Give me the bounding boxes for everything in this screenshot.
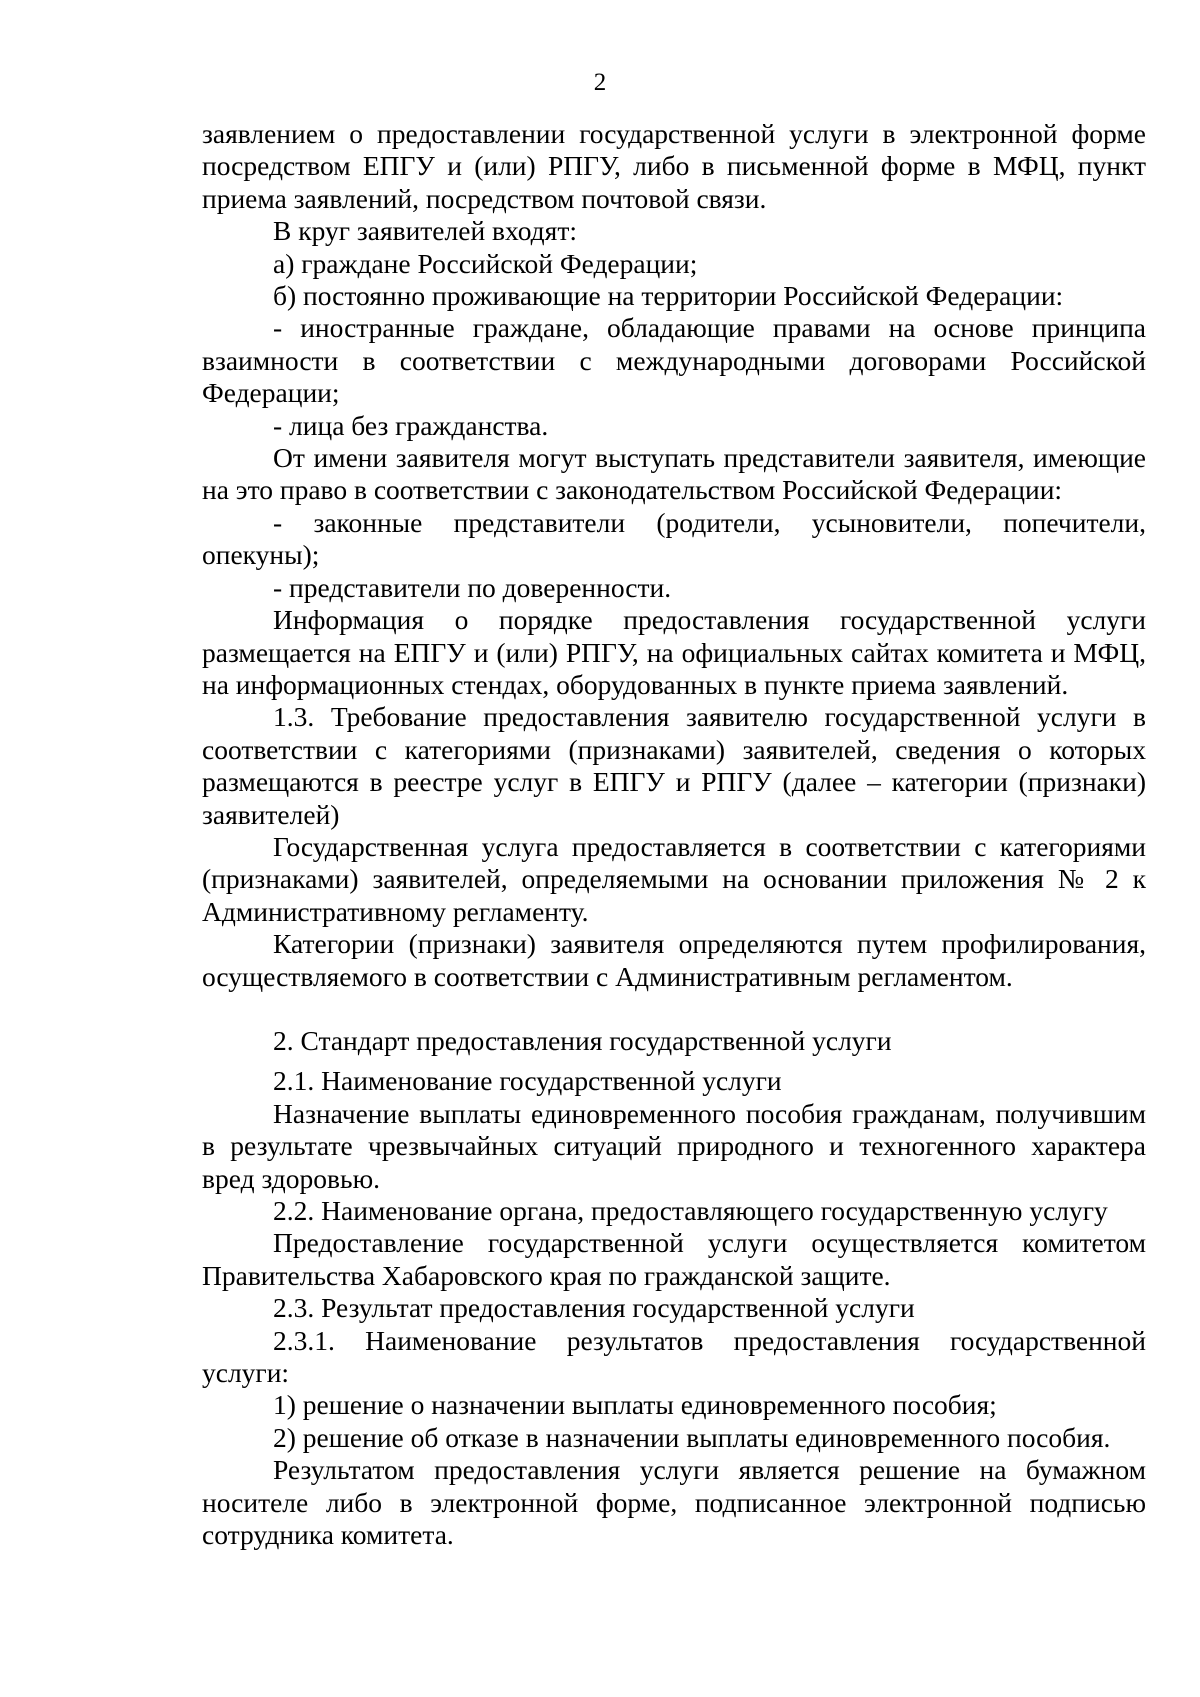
paragraph-applicants-intro: В круг заявителей входят: — [273, 215, 577, 247]
list-item-citizens: а) граждане Российской Федерации; — [273, 247, 698, 279]
subsection-heading-2-3: 2.3. Результат предоставления государственной услуги — [273, 1292, 915, 1324]
paragraph-categories: Государственная услуга предоставляется в соответствии с категориями (признаками) заявителей, определяемыми на основании приложения № 2 к Административному регламенту. — [202, 830, 1146, 927]
list-item-residents: б) постоянно проживающие на территории Российской Федерации: — [273, 280, 1064, 312]
paragraph-information: Информация о порядке предоставления государственной услуги размещается на ЕПГУ и (или) РПГУ, на официальных сайтах комитета и МФЦ, на информационных стендах, оборудованных в пункте приема заявлений. — [202, 604, 1146, 700]
document-body — [202, 118, 1146, 1551]
page-number: 2 — [593, 69, 607, 96]
paragraph-1-3: 1.3. Требование предоставления заявителю государственной услуги в соответствии с категориями (признаками) заявителей, сведения о которых размещаются в реестре услуг в ЕПГУ и РПГУ (далее – категории (признаки) заявителей) — [202, 701, 1146, 830]
subsection-heading-2-3-1: 2.3.1. Наименование результатов предоставления государственной услуги: — [202, 1324, 1146, 1389]
paragraph-representatives: От имени заявителя могут выступать представители заявителя, имеющие на это право в соответствии с законодательством Российской Федерации: — [202, 442, 1146, 506]
list-item-decision-refusal: 2) решение об отказе в назначении выплаты единовременного пособия. — [273, 1421, 1111, 1453]
list-item-foreign-citizens: - иностранные граждане, обладающие правами на основе принципа взаимности в соответствии с международными договорами Российской Федерации; — [202, 312, 1146, 409]
list-item-proxy-representatives: - представители по доверенности. — [273, 571, 672, 603]
list-item-stateless: - лица без гражданства. — [273, 409, 549, 441]
subsection-heading-2-2: 2.2. Наименование органа, предоставляющего государственную услугу — [273, 1195, 1108, 1226]
list-item-decision-grant: 1) решение о назначении выплаты единовременного пособия; — [273, 1389, 997, 1421]
paragraph-authority: Предоставление государственной услуги осуществляется комитетом Правительства Хабаровского края по гражданской защите. — [202, 1227, 1146, 1291]
list-item-legal-representatives: - законные представители (родители, усыновители, попечители, опекуны); — [202, 506, 1146, 571]
subsection-heading-2-1: 2.1. Наименование государственной услуги — [273, 1065, 782, 1097]
section-heading-2: 2. Стандарт предоставления государственной услуги — [273, 1024, 892, 1056]
paragraph-profiling: Категории (признаки) заявителя определяются путем профилирования, осуществляемого в соответствии с Административным регламентом. — [202, 928, 1146, 992]
paragraph-result-form: Результатом предоставления услуги является решение на бумажном носителе либо в электронной форме, подписанное электронной подписью сотрудника комитета. — [202, 1454, 1146, 1551]
paragraph-continuation: заявлением о предоставлении государственной услуги в электронной форме посредством ЕПГУ и (или) РПГУ, либо в письменной форме в МФЦ, пункт приема заявлений, посредством почтовой связи. — [202, 118, 1146, 214]
paragraph-service-name: Назначение выплаты единовременного пособия гражданам, получившим в результате чрезвычайных ситуаций природного и техногенного характера вред здоровью. — [202, 1097, 1146, 1194]
